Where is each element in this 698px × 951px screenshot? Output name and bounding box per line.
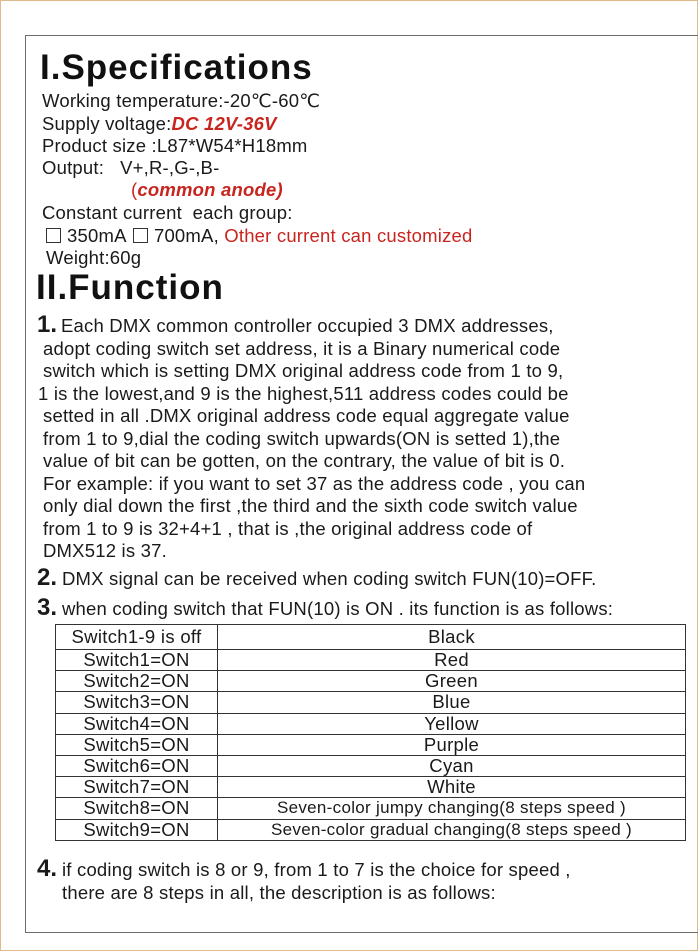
function-cell: Red [218,650,686,671]
supply-voltage-value: DC 12V-36V [171,113,277,134]
table-row [56,798,686,819]
switch-cell: Switch4=ON [56,713,218,734]
item1-line: from 1 to 9,dial the coding switch upwards(ON is setted 1),the [43,428,561,449]
item4-line1: if coding switch is 8 or 9, from 1 to 7 is the choice for speed , [62,859,571,880]
table-row [56,819,686,840]
item1-line: value of bit can be gotten, on the contrary, the value of bit is 0. [43,450,566,471]
working-temperature: Working temperature:-20℃-60℃ [42,90,321,111]
table-row [56,713,686,734]
function-cell: White [218,777,686,798]
option-350ma: 350mA [67,225,126,246]
item1-line: Each DMX common controller occupied 3 DMX addresses, [61,315,554,336]
item3-text: when coding switch that FUN(10) is ON . its function is as follows: [62,598,614,619]
weight: Weight:60g [46,247,142,268]
switch-cell: Switch5=ON [56,734,218,755]
item1-line: from 1 to 9 is 32+4+1 , that is ,the original address code of [43,518,533,539]
common-anode-note [131,179,283,201]
function-cell: Seven-color jumpy changing(8 steps speed ) [218,798,686,819]
table-row [56,692,686,713]
option-700ma: 700mA, [153,225,219,246]
item4-line2: there are 8 steps in all, the description is as follows: [62,882,496,903]
function-cell: Yellow [218,713,686,734]
table-row [56,625,686,650]
item2-number: 2. [37,564,58,591]
item1-line: only dial down the first ,the third and the sixth code switch value [43,495,578,516]
item1-line: setted in all .DMX original address code equal aggregate value [43,405,570,426]
supply-voltage [42,113,277,135]
table-row [56,755,686,776]
anode-text: common anode) [137,179,283,200]
function-cell: Cyan [218,755,686,776]
current-options [46,225,473,247]
item1-line: adopt coding switch set address, it is a Binary numerical code [43,338,561,359]
item1-line: For example: if you want to set 37 as the address code , you can [43,473,586,494]
checkbox-700ma-icon [133,228,148,243]
item1-number: 1. [37,311,58,338]
product-size: Product size :L87*W54*H18mm [42,135,308,156]
function-cell: Black [218,625,686,650]
item2-text: DMX signal can be received when coding switch FUN(10)=OFF. [62,568,597,589]
switch-cell: Switch9=ON [56,819,218,840]
item4-number: 4. [37,855,58,882]
switch-function-table [55,624,686,841]
table-row [56,734,686,755]
table-row [56,777,686,798]
function-heading: II.Function [36,268,224,307]
other-current-note: Other current can customized [224,225,473,246]
function-cell: Green [218,671,686,692]
item3-number: 3. [37,594,58,621]
item1-line: 1 is the lowest,and 9 is the highest,511 address codes could be [38,383,569,404]
switch-cell: Switch6=ON [56,755,218,776]
switch-cell: Switch1=ON [56,650,218,671]
switch-cell: Switch3=ON [56,692,218,713]
function-cell: Purple [218,734,686,755]
function-cell: Seven-color gradual changing(8 steps speed ) [218,819,686,840]
item1-line: switch which is setting DMX original address code from 1 to 9, [43,360,564,381]
switch-cell: Switch1-9 is off [56,625,218,650]
anode-paren: ( [131,179,138,200]
specifications-heading: I.Specifications [40,48,313,87]
checkbox-350ma-icon [46,228,61,243]
output-spec: Output: V+,R-,G-,B- [42,157,220,178]
switch-cell: Switch7=ON [56,777,218,798]
constant-current: Constant current each group: [42,202,293,223]
table-row [56,671,686,692]
switch-cell: Switch2=ON [56,671,218,692]
table-row [56,650,686,671]
item1-line: DMX512 is 37. [43,540,167,561]
function-cell: Blue [218,692,686,713]
switch-cell: Switch8=ON [56,798,218,819]
supply-voltage-label: Supply voltage: [42,113,172,134]
